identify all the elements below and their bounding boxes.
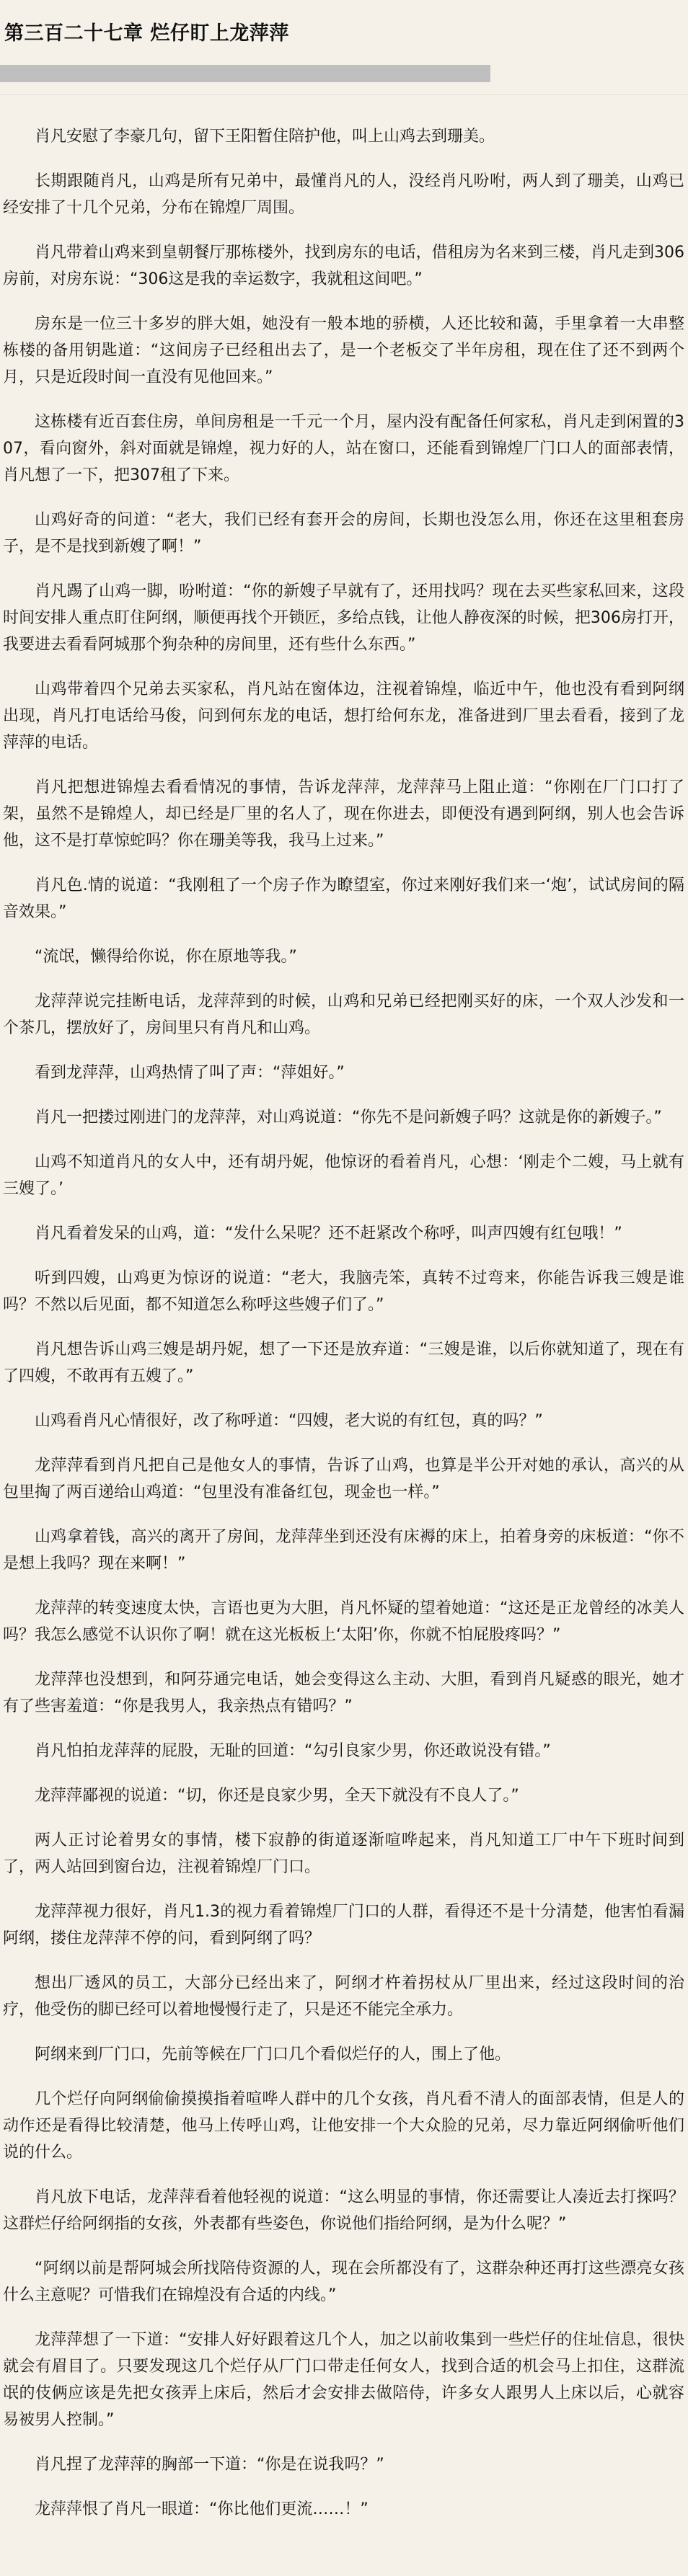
paragraph: 肖凡放下电话，龙萍萍看着他轻视的说道：“这么明显的事情，你还需要让人凑近去打探吗？这群烂仔给阿纲指的女孩，外表都有些姿色，你说他们指给阿纲，是为什么呢？” [3,2188,684,2233]
paragraph: 龙萍萍恨了肖凡一眼道：“你比他们更流……！” [35,2500,369,2518]
paragraph: 长期跟随肖凡，山鸡是所有兄弟中，最懂肖凡的人，没经肖凡吩咐，两人到了珊美，山鸡已经安排了十几个兄弟，分布在锦煌厂周围。 [3,172,684,217]
paragraph: 龙萍萍视力很好，肖凡1.3的视力看着锦煌厂门口的人群，看得还不是十分清楚，他害怕看漏阿纲，搂住龙萍萍不停的问，看到阿纲了吗？ [3,1903,684,1947]
paragraph: 山鸡不知道肖凡的女人中，还有胡丹妮，他惊讶的看着肖凡，心想：‘刚走个二嫂，马上就有三嫂了。’ [3,1153,684,1198]
chapter-content [0,95,688,2570]
paragraph: 肖凡踢了山鸡一脚，吩咐道：“你的新嫂子早就有了，还用找吗？现在去买些家私回来，这段时间安排人重点盯住阿纲，顺便再找个开锁匠，多给点钱，让他人静夜深的时候，把306房打开，我要进去看看阿城那个狗杂种的房间里，还有些什么东西。” [3,582,684,654]
paragraph: 肖凡捏了龙萍萍的胸部一下道：“你是在说我吗？” [35,2456,384,2474]
paragraph: 两人正讨论着男女的事情，楼下寂静的街道逐渐喧哗起来，肖凡知道工厂中午下班时间到了，两人站回到窗台边，注视着锦煌厂门口。 [3,1831,684,1876]
paragraph: 山鸡看肖凡心情很好，改了称呼道：“四嫂，老大说的有红包，真的吗？” [35,1412,543,1430]
paragraph: 房东是一位三十多岁的胖大姐，她没有一般本地的骄横，人还比较和蔼，手里拿着一大串整栋楼的备用钥匙道：“这间房子已经租出去了，是一个老板交了半年房租，现在住了还不到两个月，只是近段时间一直没有见他回来。” [3,315,684,386]
paragraph: 肖凡把想进锦煌去看看情况的事情，告诉龙萍萍，龙萍萍马上阻止道：“你刚在厂门口打了架，虽然不是锦煌人，却已经是厂里的名人了，现在你进去，即便没有遇到阿纲，别人也会告诉他，这不是打草惊蛇吗？你在珊美等我，我马上过来。” [3,778,684,850]
paragraph: 肖凡看着发呆的山鸡，道：“发什么呆呢？还不赶紧改个称呼，叫声四嫂有红包哦！” [35,1225,622,1243]
chapter-title: 第三百二十七章 烂仔盯上龙萍萍 [4,22,289,45]
paragraph: 龙萍萍的转变速度太快，言语也更为大胆，肖凡怀疑的望着她道：“这还是正龙曾经的冰美人吗？我怎么感觉不认识你了啊！就在这光板板上‘太阳’你，你就不怕屁股疼吗？” [3,1599,684,1644]
paragraph: 几个烂仔向阿纲偷偷摸摸指着喧哗人群中的几个女孩，肖凡看不清人的面部表情，但是人的动作还是看得比较清楚，他马上传呼山鸡，让他安排一个大众脸的兄弟，尽力靠近阿纲偷听他们说的什么。 [3,2090,684,2162]
paragraph: 肖凡怕拍龙萍萍的屁股，无耻的回道：“勾引良家少男，你还敢说没有错。” [35,1742,551,1760]
paragraph: “流氓，懒得给你说，你在原地等我。” [35,948,297,966]
paragraph: 山鸡拿着钱，高兴的离开了房间，龙萍萍坐到还没有床褥的床上，拍着身旁的床板道：“你不是想上我吗？现在来啊！” [3,1528,684,1573]
ad-placeholder-bar [0,65,490,82]
paragraph: 肖凡一把搂过刚进门的龙萍萍，对山鸡说道：“你先不是问新嫂子吗？这就是你的新嫂子。” [35,1109,662,1127]
paragraph: 肖凡色.情的说道：“我刚租了一个房子作为瞭望室，你过来刚好我们来一‘炮’，试试房间的隔音效果。” [3,876,684,921]
paragraph: 听到四嫂，山鸡更为惊讶的说道：“老大，我脑壳笨，真转不过弯来，你能告诉我三嫂是谁吗？不然以后见面，都不知道怎么称呼这些嫂子们了。” [3,1269,684,1314]
paragraph: 山鸡好奇的问道：“老大，我们已经有套开会的房间，长期也没怎么用，你还在这里租套房子，是不是找到新嫂了啊！” [3,511,684,556]
paragraph: 龙萍萍鄙视的说道：“切，你还是良家少男，全天下就没有不良人了。” [35,1787,519,1805]
paragraph: 龙萍萍看到肖凡把自己是他女人的事情，告诉了山鸡，也算是半公开对她的承认，高兴的从包里掏了两百递给山鸡道：“包里没有准备红包，现金也一样。” [3,1457,684,1501]
paragraph: 肖凡安慰了李豪几句，留下王阳暂住陪护他，叫上山鸡去到珊美。 [35,128,495,146]
paragraph: 看到龙萍萍，山鸡热情了叫了声：“萍姐好。” [35,1064,345,1082]
paragraph: 龙萍萍想了一下道：“安排人好好跟着这几个人，加之以前收集到一些烂仔的住址信息，很快就会有眉目了。只要发现这几个烂仔从厂门口带走任何女人，找到合适的机会马上扣住，这群流氓的伎俩应该是先把女孩弄上床后，然后才会安排去做陪侍，许多女人跟男人上床以后，心就容易被男人控制。” [3,2331,684,2429]
paragraph: 龙萍萍说完挂断电话，龙萍萍到的时候，山鸡和兄弟已经把刚买好的床，一个双人沙发和一个茶几，摆放好了，房间里只有肖凡和山鸡。 [3,992,684,1037]
paragraph: 龙萍萍也没想到，和阿芬通完电话，她会变得这么主动、大胆，看到肖凡疑惑的眼光，她才有了些害羞道：“你是我男人，我亲热点有错吗？” [3,1671,684,1715]
paragraph: “阿纲以前是帮阿城会所找陪侍资源的人，现在会所都没有了，这群杂种还再打这些漂亮女孩什么主意呢？可惜我们在锦煌没有合适的内线。” [3,2260,684,2304]
paragraph: 肖凡带着山鸡来到皇朝餐厅那栋楼外，找到房东的电话，借租房为名来到三楼，肖凡走到306房前，对房东说：“306这是我的幸运数字，我就租这间吧。” [3,244,684,288]
paragraph: 山鸡带着四个兄弟去买家私，肖凡站在窗体边，注视着锦煌，临近中午，他也没有看到阿纲出现，肖凡打电话给马俊，问到何东龙的电话，想打给何东龙，准备进到厂里去看看，接到了龙萍萍的电话。 [3,680,684,752]
paragraph: 肖凡想告诉山鸡三嫂是胡丹妮，想了一下还是放弃道：“三嫂是谁，以后你就知道了，现在有了四嫂，不敢再有五嫂了。” [3,1341,684,1385]
paragraph: 想出厂透风的员工，大部分已经出来了，阿纲才杵着拐杖从厂里出来，经过这段时间的治疗，他受伤的脚已经可以着地慢慢行走了，只是还不能完全承力。 [3,1974,684,2019]
paragraph: 这栋楼有近百套住房，单间房租是一千元一个月，屋内没有配备任何家私，肖凡走到闲置的307，看向窗外，斜对面就是锦煌，视力好的人，站在窗口，还能看到锦煌厂门口人的面部表情，肖凡想了一下，把307租了下来。 [3,413,684,484]
paragraph: 阿纲来到厂门口，先前等候在厂门口几个看似烂仔的人，围上了他。 [35,2046,511,2064]
